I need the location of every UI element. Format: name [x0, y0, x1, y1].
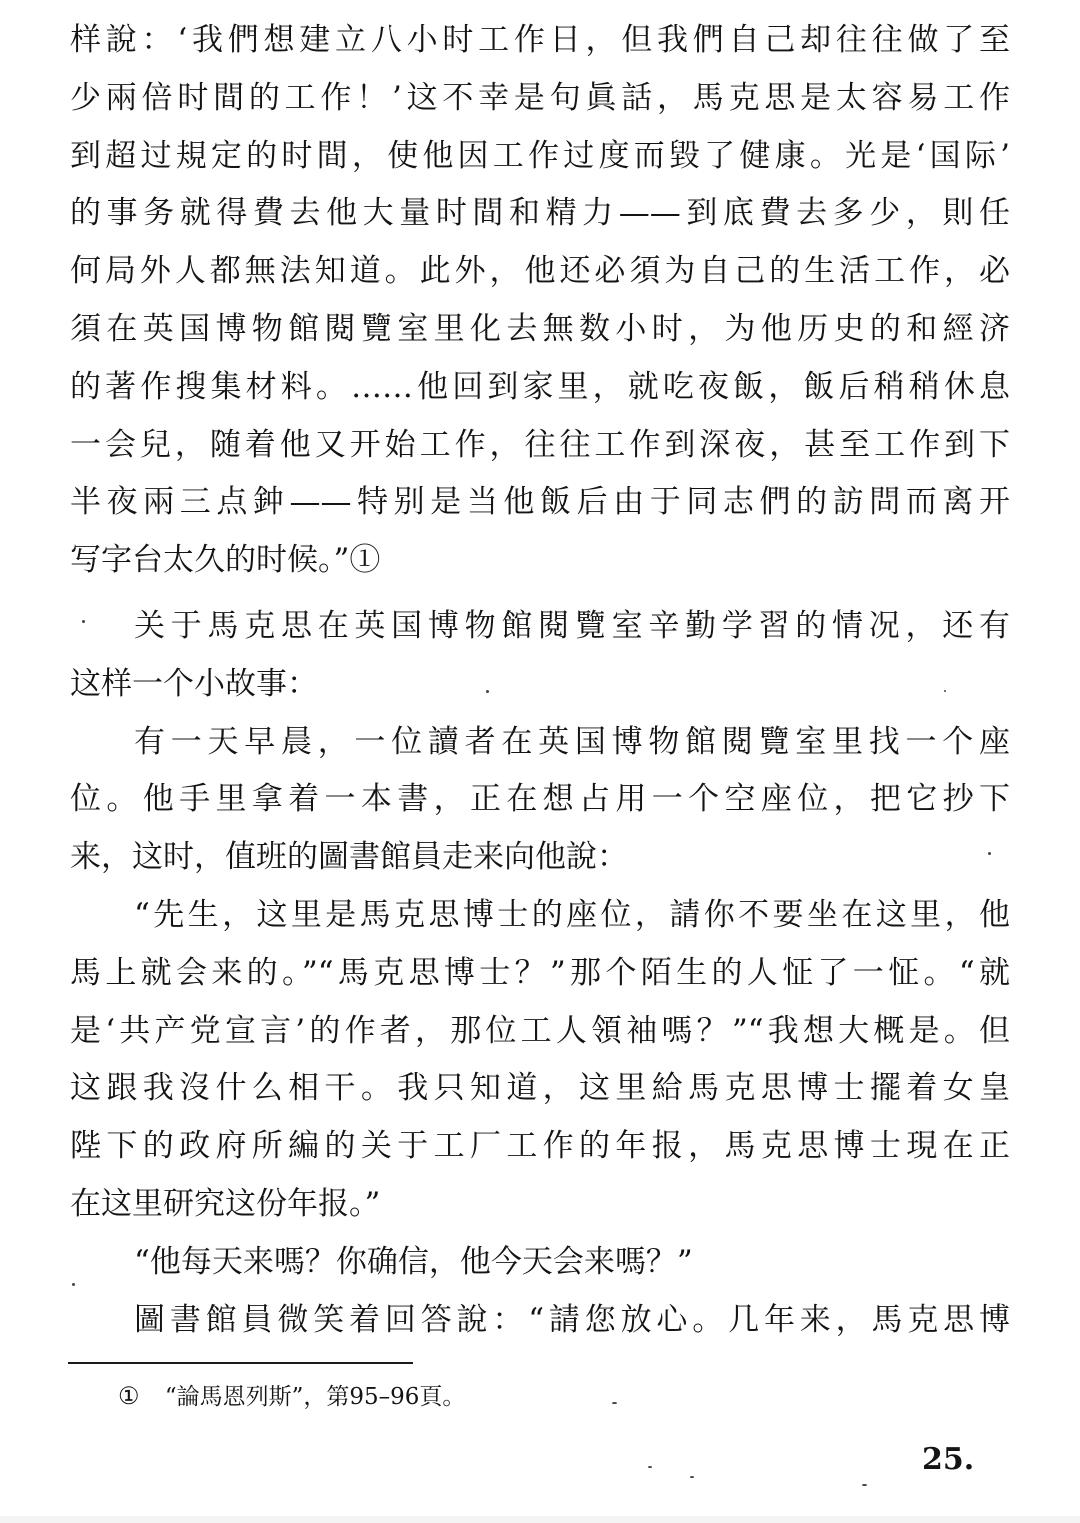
- text-line: 一会兒，随着他又开始工作，往往工作到深夜，甚至工作到下: [70, 426, 1010, 463]
- footnote-divider: [68, 1362, 413, 1364]
- text-line: 的事务就得費去他大量时間和精力——到底費去多少，則任: [70, 195, 1010, 232]
- footnote-text: “論馬恩列斯”，第95–96頁。: [164, 1384, 466, 1410]
- scan-speck: [944, 690, 946, 692]
- scan-speck: [862, 1484, 867, 1486]
- scan-speck: [82, 620, 85, 623]
- text-line: “先生，这里是馬克思博士的座位，請你不要坐在这里，他: [134, 896, 1010, 933]
- page-bottom-edge: [0, 1516, 1080, 1523]
- scan-speck: [486, 690, 489, 693]
- text-line: 有一天早晨，一位讀者在英国博物館閱覽室里找一个座: [134, 723, 1010, 760]
- text-line: “他每天来嗎？你确信，他今天会来嗎？”: [134, 1243, 693, 1280]
- text-line: 須在英国博物館閱覽室里化去無数小时，为他历史的和經济: [70, 310, 1010, 347]
- text-line: 圖書館員微笑着回答說：“請您放心。几年来，馬克思博: [134, 1301, 1010, 1338]
- scan-speck: [72, 1283, 75, 1286]
- text-line: 少兩倍时間的工作！’这不幸是句眞話，馬克思是太容易工作: [70, 79, 1010, 116]
- text-line: 样說：‘我們想建立八小时工作日，但我們自己却往往做了至: [70, 22, 1010, 58]
- text-line: 半夜兩三点鈡——特别是当他飯后由于同志們的訪問而离开: [70, 484, 1010, 521]
- text-line: 是‘共产党宣言’的作者，那位工人領袖嗎？”“我想大概是。但: [70, 1012, 1010, 1049]
- footnote-marker: ①: [118, 1382, 140, 1410]
- text-line: 何局外人都無法知道。此外，他还必須为自己的生活工作，必: [70, 253, 1010, 290]
- text-line: 这样一个小故事：: [70, 665, 318, 702]
- text-line: 到超过規定的时間，使他因工作过度而毀了健康。光是‘国际’: [70, 137, 1010, 174]
- text-line: 馬上就会来的。”“馬克思博士？”那个陌生的人怔了一怔。“就: [70, 954, 1010, 991]
- footnote: [118, 1378, 465, 1415]
- text-line: 位。他手里拿着一本書，正在想占用一个空座位，把它抄下: [70, 781, 1010, 818]
- page-number: 25.: [922, 1442, 975, 1477]
- text-line: 写字台太久的时候。”①: [70, 542, 381, 579]
- scan-speck: [988, 852, 991, 855]
- text-line: 的著作搜集材料。……他回到家里，就吃夜飯，飯后稍稍休息: [70, 368, 1010, 405]
- text-line: 这跟我沒什么相干。我只知道，这里給馬克思博士擺着女皇: [70, 1070, 1010, 1107]
- scan-speck: [648, 1466, 652, 1468]
- text-line: 在这里研究这份年报。”: [70, 1185, 381, 1222]
- text-line: 陛下的政府所編的关于工厂工作的年报，馬克思博士現在正: [70, 1128, 1010, 1165]
- scan-speck: [690, 1476, 694, 1478]
- text-line: 来，这时，值班的圖書館員走来向他說：: [70, 839, 628, 876]
- scan-speck: [612, 1402, 617, 1404]
- text-line: 关于馬克思在英国博物館閱覽室辛勤学習的情况，还有: [134, 607, 1010, 644]
- body-text: [70, 12, 1010, 1349]
